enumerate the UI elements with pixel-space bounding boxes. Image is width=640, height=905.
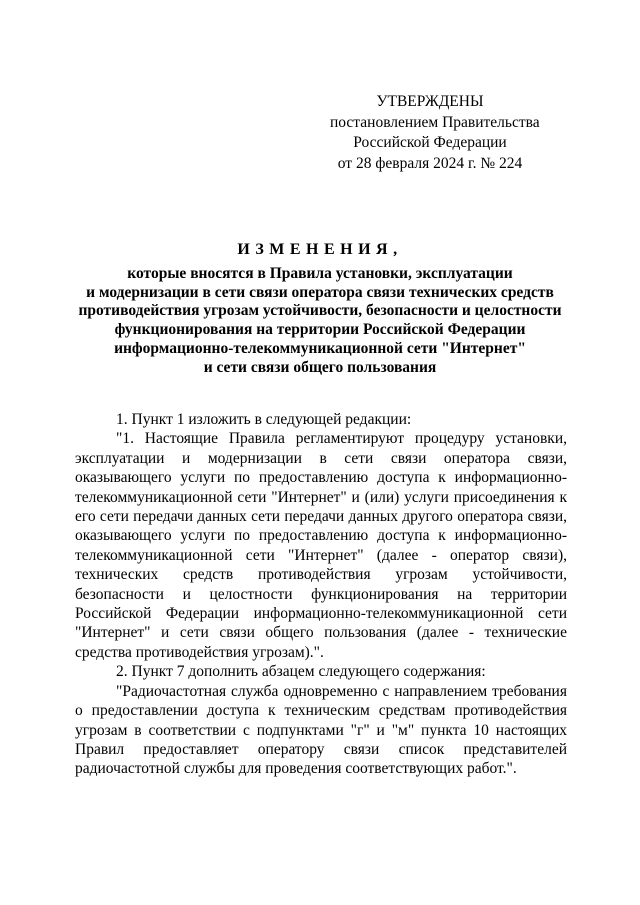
subtitle-line: информационно-телекоммуникационной сети "Интернет" — [114, 339, 526, 357]
paragraph-item-2: 2. Пункт 7 дополнить абзацем следующего содержания: — [116, 663, 486, 681]
document-body — [75, 410, 567, 779]
subtitle-line: функционирования на территории Российской Федерации — [114, 321, 526, 339]
document-subtitle — [60, 265, 580, 377]
approval-stamp — [330, 92, 540, 174]
approval-heading: УТВЕРЖДЕНЫ — [376, 93, 484, 110]
approval-line: Российской Федерации — [353, 134, 507, 151]
subtitle-line: которые вносятся в Правила установки, эксплуатации — [127, 265, 513, 282]
paragraph-item-1: 1. Пункт 1 изложить в следующей редакции: — [116, 411, 412, 428]
paragraph-quote-1: "1. Настоящие Правила регламентируют процедуру установки, эксплуатации и модернизации в сети связи оператора связи, оказывающего услуги по предоставлению доступа к информационно-телекоммуникационной сети "Интернет" и (или) услуги присоединения к его сети передачи данных сети передачи данных другого оператора связи, оказывающего услуги по предоставлению доступа к информационно-телекоммуникационной сети "Интернет" (далее - оператор связи), технических средств противодействия угрозам устойчивости, безопасности и целостности функционирования на территории Российской Федерации информационно-телекоммуникационной сети "Интернет" и сети связи общего пользования (далее - технические средства противодействия угрозам).". — [75, 430, 567, 661]
document-title: ИЗМЕНЕНИЯ, — [237, 241, 403, 258]
paragraph-quote-2: "Радиочастотная служба одновременно с направлением требования о предоставлении доступа к техническим средствам противодействия угрозам в соответствии с подпунктами "г" и "м" пункта 10 настоящих Правил предоставляет оператору связи список представителей радиочастотной службы для проведения соответствующих работ.". — [75, 682, 567, 778]
approval-line: постановлением Правительства — [330, 113, 540, 131]
subtitle-line: и сети связи общего пользования — [203, 358, 437, 376]
subtitle-line: и модернизации в сети связи оператора связи технических средств — [86, 283, 554, 301]
approval-date: от 28 февраля 2024 г. № 224 — [337, 154, 523, 172]
subtitle-line: противодействия угрозам устойчивости, безопасности и целостности — [78, 302, 562, 320]
